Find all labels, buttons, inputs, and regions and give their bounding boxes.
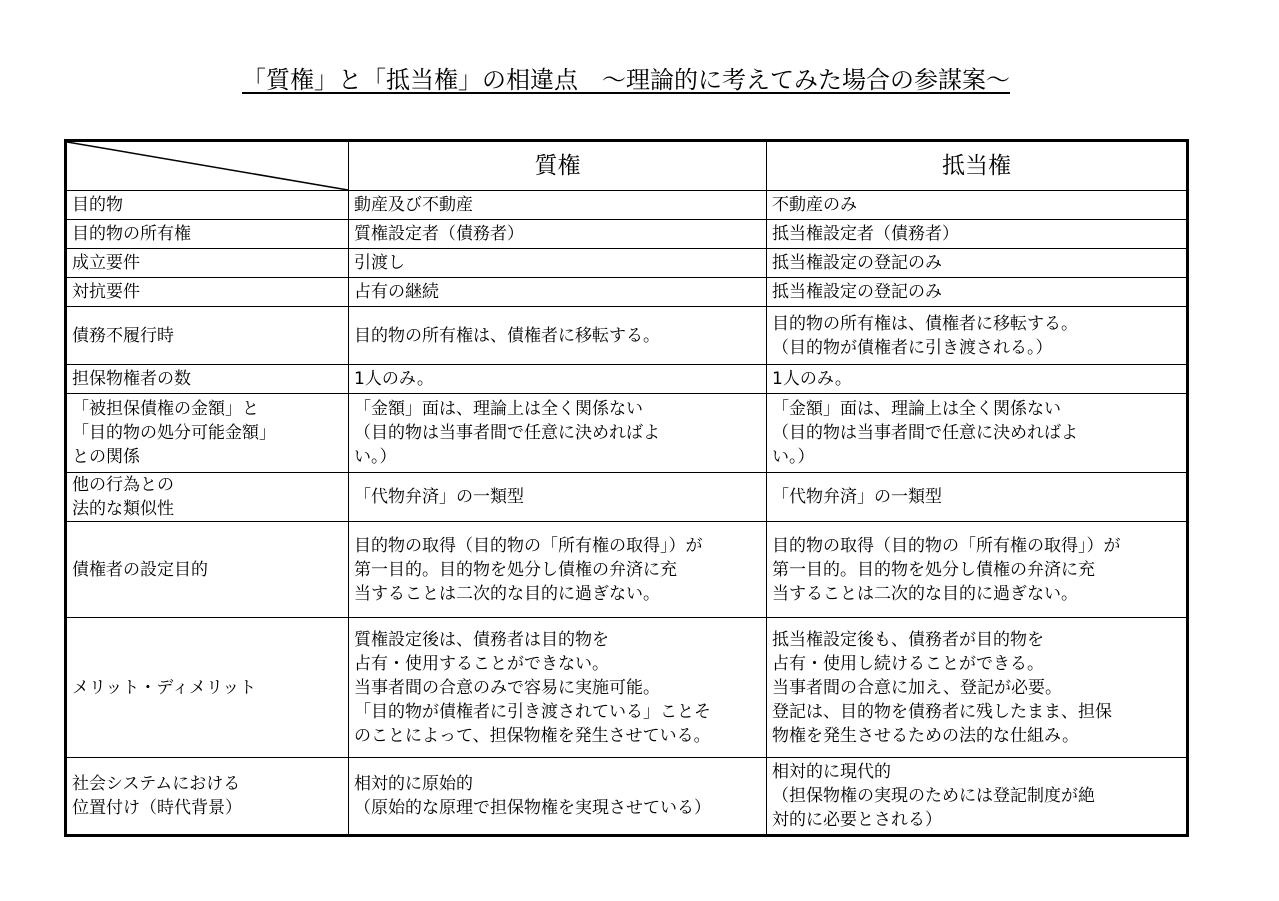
table-row [66, 220, 1188, 249]
mortgage-cell: 目的物の所有権は、債権者に移転する。 （目的物が債権者に引き渡される。） [767, 307, 1188, 365]
document-title [0, 62, 1252, 98]
pledge-cell: 「金額」面は、理論上は全く関係ない （目的物は当事者間で任意に決めればよ い。） [349, 394, 767, 473]
mortgage-cell: 不動産のみ [767, 191, 1188, 220]
table-row [66, 307, 1188, 365]
table-row [66, 522, 1188, 618]
mortgage-cell: 抵当権設定後も、債務者が目的物を 占有・使用し続けることができる。 当事者間の合意に加え、登記が必要。 登記は、目的物を債務者に残したまま、担保 物権を発生させるための法的な仕組み。 [767, 618, 1188, 758]
pledge-cell: 1人のみ。 [349, 365, 767, 394]
mortgage-cell: 抵当権設定者（債務者） [767, 220, 1188, 249]
column-header-pledge: 質権 [349, 141, 767, 191]
row-label: 「被担保債権の金額」と 「目的物の処分可能金額」 との関係 [66, 394, 349, 473]
row-label: 対抗要件 [66, 278, 349, 307]
diagonal-divider [67, 142, 348, 190]
table-row [66, 618, 1188, 758]
pledge-cell: 相対的に原始的 （原始的な原理で担保物権を実現させている） [349, 758, 767, 836]
table-row [66, 394, 1188, 473]
column-header-mortgage: 抵当権 [767, 141, 1188, 191]
table-row [66, 249, 1188, 278]
mortgage-cell: 1人のみ。 [767, 365, 1188, 394]
row-label: 目的物の所有権 [66, 220, 349, 249]
pledge-cell: 質権設定後は、債務者は目的物を 占有・使用することができない。 当事者間の合意のみで容易に実施可能。 「目的物が債権者に引き渡されている」ことそ のことによって、担保物権を発生させている。 [349, 618, 767, 758]
row-label: 社会システムにおける 位置付け（時代背景） [66, 758, 349, 836]
table-row [66, 278, 1188, 307]
pledge-cell: 「代物弁済」の一類型 [349, 473, 767, 522]
row-label: 成立要件 [66, 249, 349, 278]
pledge-cell: 動産及び不動産 [349, 191, 767, 220]
pledge-cell: 目的物の取得（目的物の「所有権の取得」）が 第一目的。目的物を処分し債権の弁済に充 当することは二次的な目的に過ぎない。 [349, 522, 767, 618]
row-label: 担保物権者の数 [66, 365, 349, 394]
row-label: メリット・ディメリット [66, 618, 349, 758]
mortgage-cell: 「金額」面は、理論上は全く関係ない （目的物は当事者間で任意に決めればよ い。） [767, 394, 1188, 473]
comparison-table [64, 139, 1189, 837]
document-title-text: 「質権」と「抵当権」の相違点 ～理論的に考えてみた場合の参謀案～ [242, 66, 1010, 94]
mortgage-cell: 目的物の取得（目的物の「所有権の取得」）が 第一目的。目的物を処分し債権の弁済に充 当することは二次的な目的に過ぎない。 [767, 522, 1188, 618]
pledge-cell: 引渡し [349, 249, 767, 278]
row-label: 債務不履行時 [66, 307, 349, 365]
pledge-cell: 占有の継続 [349, 278, 767, 307]
mortgage-cell: 抵当権設定の登記のみ [767, 249, 1188, 278]
mortgage-cell: 抵当権設定の登記のみ [767, 278, 1188, 307]
corner-cell [66, 141, 349, 191]
pledge-cell: 目的物の所有権は、債権者に移転する。 [349, 307, 767, 365]
pledge-cell: 質権設定者（債務者） [349, 220, 767, 249]
table-row [66, 365, 1188, 394]
mortgage-cell: 「代物弁済」の一類型 [767, 473, 1188, 522]
header-row [66, 141, 1188, 191]
mortgage-cell: 相対的に現代的 （担保物権の実現のためには登記制度が絶 対的に必要とされる） [767, 758, 1188, 836]
row-label: 債権者の設定目的 [66, 522, 349, 618]
table-row [66, 191, 1188, 220]
row-label: 他の行為との 法的な類似性 [66, 473, 349, 522]
table-row [66, 473, 1188, 522]
table-row [66, 758, 1188, 836]
row-label: 目的物 [66, 191, 349, 220]
